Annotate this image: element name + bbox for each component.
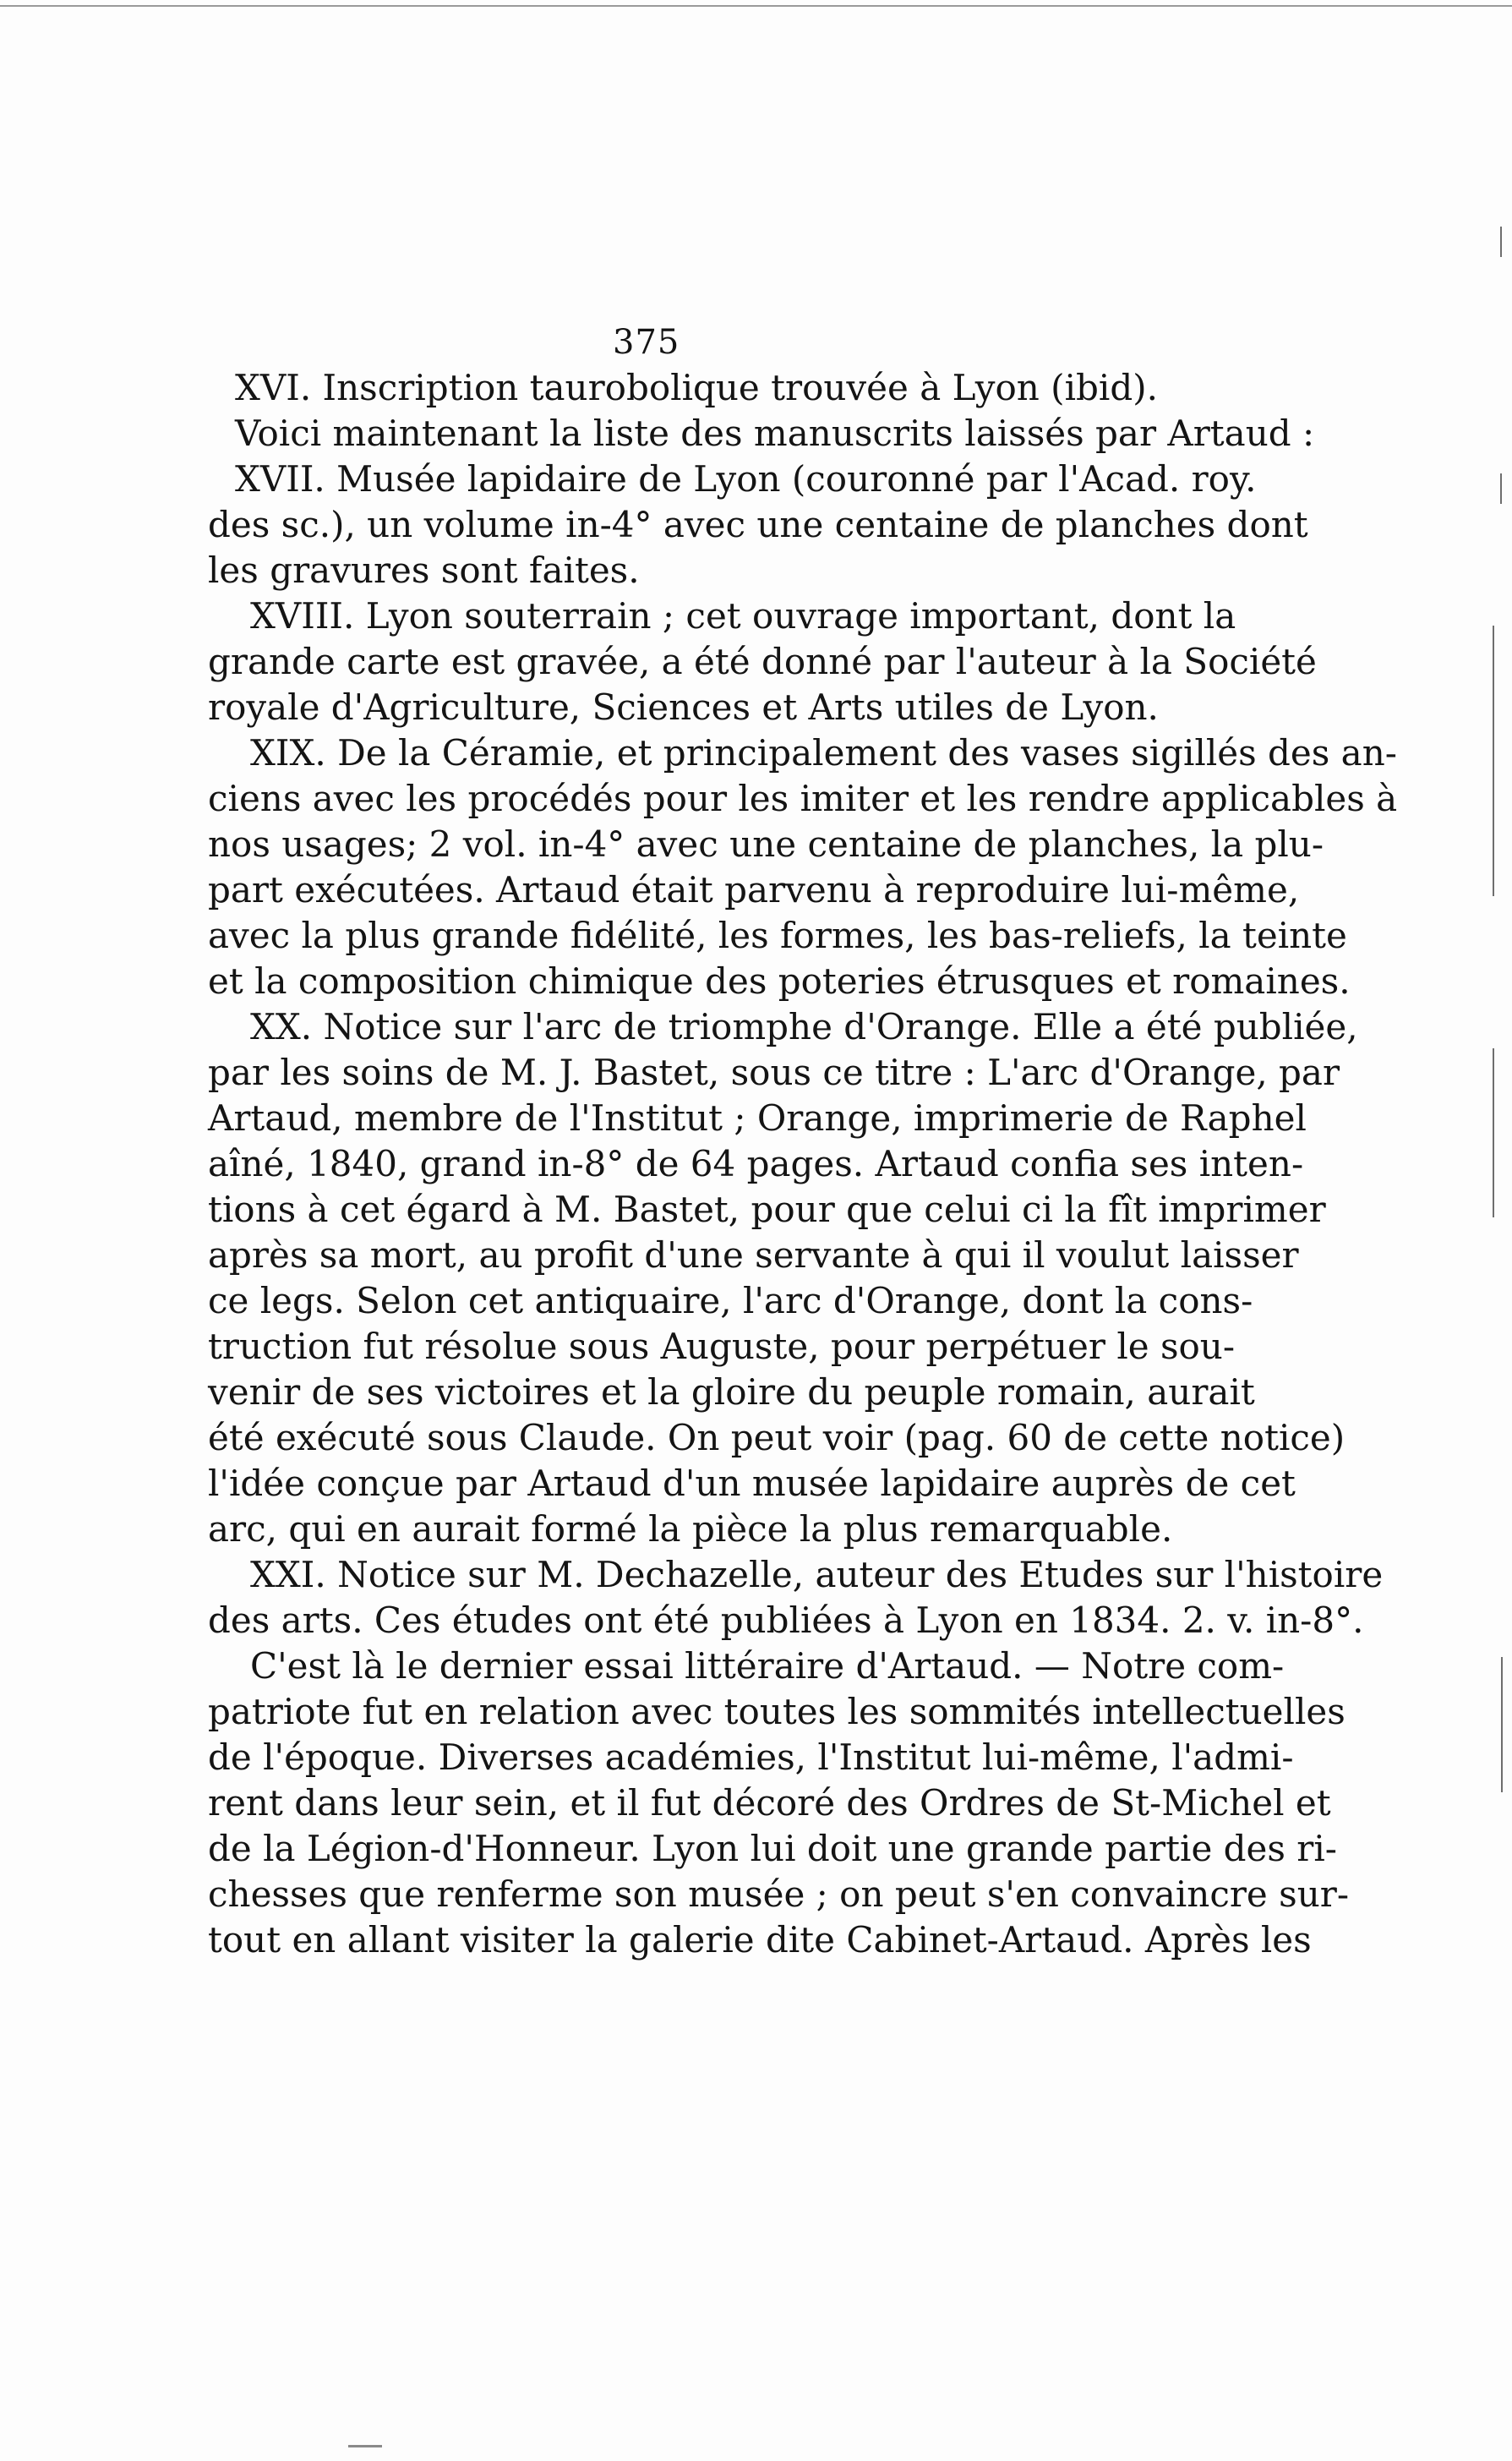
text-line: tions à cet égard à M. Bastet, pour que celui ci la fît imprimer (208, 1189, 1326, 1230)
text-line: C'est là le dernier essai littéraire d'Artaud. — Notre com- (250, 1645, 1285, 1687)
text-line: après sa mort, au profit d'une servante à qui il voulut laisser (208, 1234, 1299, 1276)
text-line: Voici maintenant la liste des manuscrits laissés par Artaud : (235, 413, 1315, 454)
text-line: les gravures sont faites. (208, 550, 640, 591)
text-line: venir de ses victoires et la gloire du peuple romain, aurait (208, 1371, 1255, 1413)
text-line: l'idée conçue par Artaud d'un musée lapidaire auprès de cet (208, 1463, 1296, 1504)
text-line: des arts. Ces études ont été publiées à Lyon en 1834. 2. v. in-8°. (208, 1600, 1364, 1641)
text-line: truction fut résolue sous Auguste, pour perpétuer le sou- (208, 1326, 1236, 1367)
text-line: XXI. Notice sur M. Dechazelle, auteur des Etudes sur l'histoire (250, 1554, 1384, 1595)
text-line: XVII. Musée lapidaire de Lyon (couronné par l'Acad. roy. (235, 458, 1257, 500)
scan-mark-right-5 (1493, 1048, 1494, 1217)
text-line: nos usages; 2 vol. in-4° avec une centaine de planches, la plu- (208, 823, 1324, 865)
text-line: patriote fut en relation avec toutes les sommités intellectuelles (208, 1691, 1346, 1732)
scan-mark-right-4 (1493, 795, 1494, 896)
text-line: de la Légion-d'Honneur. Lyon lui doit une grande partie des ri- (208, 1828, 1338, 1869)
text-line: XVI. Inscription taurobolique trouvée à Lyon (ibid). (235, 367, 1158, 408)
text-line: XVIII. Lyon souterrain ; cet ouvrage important, dont la (250, 595, 1236, 637)
text-line: Artaud, membre de l'Institut ; Orange, imprimerie de Raphel (208, 1097, 1307, 1139)
text-line: royale d'Agriculture, Sciences et Arts utiles de Lyon. (208, 686, 1159, 728)
text-line: chesses que renferme son musée ; on peut s'en convaincre sur- (208, 1873, 1350, 1915)
text-line: XIX. De la Céramie, et principalement des vases sigillés des an- (250, 732, 1397, 774)
scan-edge-top (0, 5, 1512, 7)
scan-mark-right-6 (1501, 1657, 1503, 1792)
text-line: et la composition chimique des poteries étrusques et romaines. (208, 960, 1351, 1002)
text-line: aîné, 1840, grand in-8° de 64 pages. Artaud confia ses inten- (208, 1143, 1304, 1184)
text-line: tout en allant visiter la galerie dite Cabinet-Artaud. Après les (208, 1919, 1312, 1961)
page-number: 375 (613, 323, 680, 362)
text-line: arc, qui en aurait formé la pièce la plus remarquable. (208, 1508, 1173, 1550)
text-line: ciens avec les procédés pour les imiter et les rendre applicables à (208, 778, 1398, 819)
text-line: été exécuté sous Claude. On peut voir (pag. 60 de cette notice) (208, 1417, 1346, 1458)
text-line: part exécutées. Artaud était parvenu à reproduire lui-même, (208, 869, 1300, 911)
text-line: ce legs. Selon cet antiquaire, l'arc d'Orange, dont la cons- (208, 1280, 1253, 1321)
scan-mark-bottom (348, 2445, 382, 2447)
text-line: rent dans leur sein, et il fut décoré des Ordres de St-Michel et (208, 1782, 1331, 1824)
body-text (208, 365, 1398, 1963)
text-line: par les soins de M. J. Bastet, sous ce titre : L'arc d'Orange, par (208, 1052, 1340, 1093)
scan-mark-right-1 (1500, 227, 1502, 257)
text-line: XX. Notice sur l'arc de triomphe d'Orange. Elle a été publiée, (250, 1006, 1358, 1047)
text-line: de l'époque. Diverses académies, l'Institut lui-même, l'admi- (208, 1736, 1294, 1778)
scan-mark-right-2 (1500, 473, 1502, 504)
text-line: avec la plus grande fidélité, les formes, les bas-reliefs, la teinte (208, 915, 1347, 956)
text-line: grande carte est gravée, a été donné par l'auteur à la Société (208, 641, 1317, 682)
text-line: des sc.), un volume in-4° avec une centaine de planches dont (208, 504, 1308, 545)
